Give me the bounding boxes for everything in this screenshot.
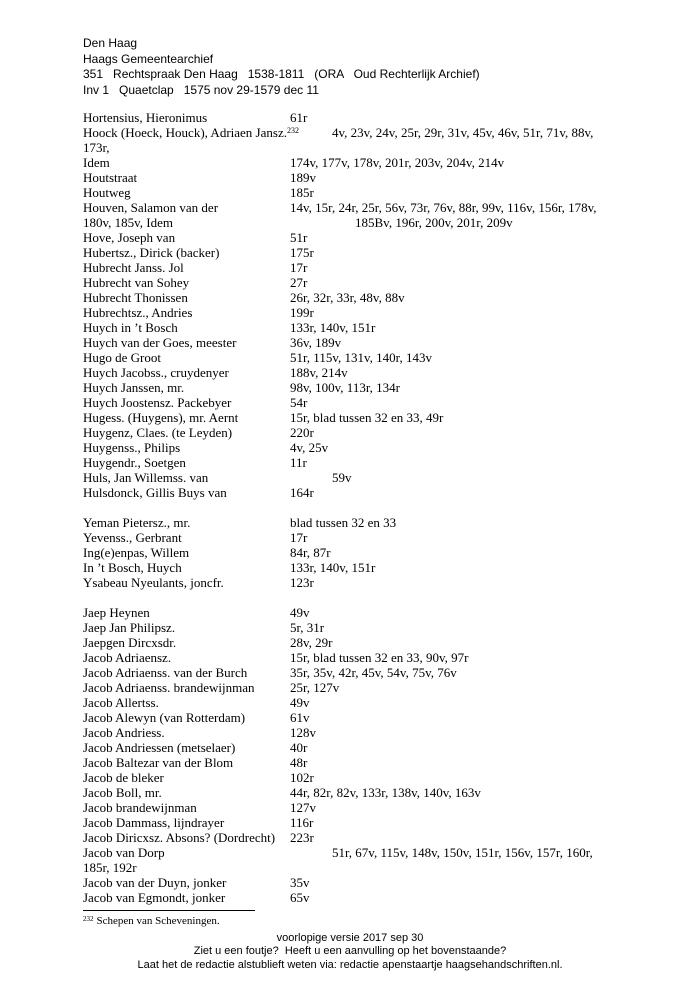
entry-name-text: Jacob Baltezar van der Blom bbox=[83, 755, 234, 770]
entry-name bbox=[83, 215, 173, 230]
index-row bbox=[83, 875, 693, 890]
entry-name-text: Huych in ’t Bosch bbox=[83, 320, 178, 335]
entry-name bbox=[83, 575, 224, 590]
entry-name-text: Huych Jacobss., cruydenyer bbox=[83, 365, 229, 380]
index-row bbox=[83, 545, 693, 560]
entry-refs: 48r bbox=[290, 755, 308, 770]
index-row bbox=[83, 110, 693, 125]
entry-name bbox=[83, 680, 254, 695]
entry-name-text: Jacob Alewyn (van Rotterdam) bbox=[83, 710, 246, 725]
entry-name bbox=[83, 410, 238, 425]
header-line: Haags Gemeentearchief bbox=[83, 51, 214, 66]
entry-name-text: Hugo de Groot bbox=[83, 350, 161, 365]
entry-refs: 189v bbox=[290, 170, 316, 185]
index-row bbox=[83, 215, 693, 230]
index-row bbox=[83, 425, 693, 440]
entry-name bbox=[83, 890, 225, 905]
entry-name-text: Hubrecht Thonissen bbox=[83, 290, 188, 305]
entry-name-text: Jacob van Egmondt, jonker bbox=[83, 890, 226, 905]
footnote-text: Schepen van Scheveningen. bbox=[96, 915, 220, 927]
entry-name bbox=[83, 695, 159, 710]
index-row bbox=[83, 515, 693, 530]
entry-name bbox=[83, 485, 227, 500]
entry-name bbox=[83, 185, 131, 200]
entry-refs: blad tussen 32 en 33 bbox=[290, 515, 397, 530]
entry-refs: 17r bbox=[290, 260, 308, 275]
entry-name-text: Jacob Boll, mr. bbox=[83, 785, 162, 800]
entry-name-text: Jacob Adriaenss. brandewijnman bbox=[83, 680, 255, 695]
index-row bbox=[83, 680, 693, 695]
footnote-separator bbox=[83, 910, 255, 911]
entry-refs: 27r bbox=[290, 275, 308, 290]
index-row bbox=[83, 845, 693, 860]
entry-refs: 220r bbox=[290, 425, 314, 440]
page-footer bbox=[0, 932, 700, 972]
index-row bbox=[83, 260, 693, 275]
entry-name-text: Hubrechtsz., Andries bbox=[83, 305, 193, 320]
entry-name-text: 180v, 185v, Idem bbox=[83, 215, 174, 230]
entry-name bbox=[83, 665, 247, 680]
index-row bbox=[83, 560, 693, 575]
index-row bbox=[83, 815, 693, 830]
entry-refs: 17r bbox=[290, 530, 308, 545]
index-row bbox=[83, 200, 693, 215]
entry-name-text: Idem bbox=[83, 155, 110, 170]
entry-name-text: Huygenss., Philips bbox=[83, 440, 181, 455]
entry-name bbox=[83, 140, 110, 155]
entry-name-text: Jaep Heynen bbox=[83, 605, 150, 620]
entry-refs: 28v, 29r bbox=[290, 635, 333, 650]
footer-line: voorlopige versie 2017 sep 30 bbox=[276, 932, 424, 944]
footer-line: Laat het de redactie alstublieft weten via: redactie apenstaartje haagsehandschriften.nl. bbox=[137, 958, 563, 971]
entry-name bbox=[83, 515, 190, 530]
index-row bbox=[83, 305, 693, 320]
entry-name bbox=[83, 725, 165, 740]
index-row bbox=[83, 350, 693, 365]
entry-name bbox=[83, 710, 245, 725]
entry-name-text: Hortensius, Hieronimus bbox=[83, 110, 208, 125]
entry-name-text: Huych van der Goes, meester bbox=[83, 335, 237, 350]
index-row bbox=[83, 635, 693, 650]
index-row bbox=[83, 800, 693, 815]
entry-name-text: Hulsdonck, Gillis Buys van bbox=[83, 485, 227, 500]
entry-refs: 11r bbox=[290, 455, 307, 470]
entry-name-text: Ysabeau Nyeulants, joncfr. bbox=[83, 575, 224, 590]
entry-name bbox=[83, 350, 161, 365]
document-header bbox=[83, 36, 480, 98]
entry-refs: 65v bbox=[290, 890, 310, 905]
index-row bbox=[83, 785, 693, 800]
entry-name bbox=[83, 275, 189, 290]
entry-name bbox=[83, 365, 229, 380]
entry-refs: 44r, 82r, 82v, 133r, 138v, 140v, 163v bbox=[290, 785, 481, 800]
entry-name-text: Huych Janssen, mr. bbox=[83, 380, 185, 395]
entry-name bbox=[83, 875, 226, 890]
entry-refs: 26r, 32r, 33r, 48v, 88v bbox=[290, 290, 405, 305]
header-line: 351 Rechtspraak Den Haag 1538-1811 (ORA Oud Rechterlijk Archief) bbox=[83, 67, 480, 81]
entry-name-text: Yevenss., Gerbrant bbox=[83, 530, 182, 545]
entry-name bbox=[83, 455, 186, 470]
entry-refs: 61v bbox=[290, 710, 310, 725]
footer-line: Ziet u een foutje? Heeft u een aanvulling op het bovenstaande? bbox=[193, 945, 507, 958]
entry-refs: 14v, 15r, 24r, 25r, 56v, 73r, 76v, 88r, 99v, 116v, 156r, 178v, bbox=[290, 200, 597, 215]
entry-name-text: Hugess. (Huygens), mr. Aernt bbox=[83, 410, 239, 425]
entry-name bbox=[83, 200, 218, 215]
entry-name bbox=[83, 290, 188, 305]
entry-name bbox=[83, 380, 184, 395]
entry-refs: 175r bbox=[290, 245, 314, 260]
entry-name-text: Hubrecht Janss. Jol bbox=[83, 260, 184, 275]
entry-refs: 51r, 115v, 131v, 140r, 143v bbox=[290, 350, 432, 365]
entry-name bbox=[83, 650, 171, 665]
entry-refs: 35r, 35v, 42r, 45v, 54v, 75v, 76v bbox=[290, 665, 457, 680]
entry-refs: 164r bbox=[290, 485, 314, 500]
entry-name-text: Jacob Andriessen (metselaer) bbox=[83, 740, 236, 755]
entry-name bbox=[83, 545, 189, 560]
entry-refs: 199r bbox=[290, 305, 314, 320]
footnote bbox=[83, 915, 220, 928]
index-row bbox=[83, 440, 693, 455]
entry-name-text: Jacob Allertss. bbox=[83, 695, 159, 710]
index-row bbox=[83, 395, 693, 410]
footnote-marker: 232 bbox=[83, 915, 94, 923]
entry-refs: 185Bv, 196r, 200v, 201r, 209v bbox=[355, 215, 513, 230]
index-row bbox=[83, 275, 693, 290]
entry-name-text: Hove, Joseph van bbox=[83, 230, 176, 245]
entry-name bbox=[83, 635, 176, 650]
entry-refs: 188v, 214v bbox=[290, 365, 348, 380]
index-row bbox=[83, 650, 693, 665]
entry-name bbox=[83, 170, 137, 185]
entry-name bbox=[83, 260, 184, 275]
entry-refs: 174v, 177v, 178v, 201r, 203v, 204v, 214v bbox=[290, 155, 505, 170]
entry-name-text: Hubrecht van Sohey bbox=[83, 275, 190, 290]
index-row bbox=[83, 365, 693, 380]
entry-name-text: Jaep Jan Philipsz. bbox=[83, 620, 176, 635]
entry-refs: 15r, blad tussen 32 en 33, 90v, 97r bbox=[290, 650, 469, 665]
entry-refs: 98v, 100v, 113r, 134r bbox=[290, 380, 400, 395]
entry-name-text: Jacob van Dorp bbox=[83, 845, 165, 860]
entry-name-text: Jacob Adriaenss. van der Burch bbox=[83, 665, 248, 680]
entry-name bbox=[83, 860, 137, 875]
entry-name-text: Jacob Adriaensz. bbox=[83, 650, 172, 665]
entry-name bbox=[83, 470, 208, 485]
entry-refs: 36v, 189v bbox=[290, 335, 342, 350]
entry-name bbox=[83, 110, 207, 125]
entry-refs: 61r bbox=[290, 110, 308, 125]
entry-refs: 4v, 23v, 24v, 25r, 29r, 31v, 45v, 46v, 51r, 71v, 88v, bbox=[332, 125, 594, 140]
index-row bbox=[83, 530, 693, 545]
entry-refs: 51r, 67v, 115v, 148v, 150v, 151r, 156v, 157r, 160r, bbox=[332, 845, 593, 860]
entry-name bbox=[83, 785, 162, 800]
entry-refs: 4v, 25v bbox=[290, 440, 329, 455]
index-row bbox=[83, 620, 693, 635]
entry-name bbox=[83, 620, 175, 635]
entry-name bbox=[83, 845, 165, 860]
index-row bbox=[83, 725, 693, 740]
entry-name-text: Jacob Andriess. bbox=[83, 725, 165, 740]
entry-refs: 51r bbox=[290, 230, 308, 245]
index-row bbox=[83, 860, 693, 875]
entry-name bbox=[83, 605, 150, 620]
index-row bbox=[83, 665, 693, 680]
entry-name bbox=[83, 740, 235, 755]
index-row bbox=[83, 185, 693, 200]
entry-name-text: Jacob Dammass, lijndrayer bbox=[83, 815, 225, 830]
entry-refs: 5r, 31r bbox=[290, 620, 325, 635]
entry-name-text: Huygenz, Claes. (te Leyden) bbox=[83, 425, 233, 440]
index-row bbox=[83, 770, 693, 785]
index-row bbox=[83, 410, 693, 425]
entry-name bbox=[83, 425, 232, 440]
index-row bbox=[83, 575, 693, 590]
index-row bbox=[83, 470, 693, 485]
entry-name bbox=[83, 395, 231, 410]
header-line: Den Haag bbox=[83, 36, 138, 50]
index-row-blank bbox=[83, 500, 693, 515]
entry-name-text: In ’t Bosch, Huych bbox=[83, 560, 182, 575]
index-row bbox=[83, 485, 693, 500]
entry-footnote-ref: 232 bbox=[286, 126, 299, 135]
entry-name bbox=[83, 800, 197, 815]
entry-name bbox=[83, 770, 164, 785]
entry-name bbox=[83, 830, 275, 845]
index-row bbox=[83, 890, 693, 905]
index-row bbox=[83, 245, 693, 260]
entry-name bbox=[83, 125, 299, 140]
entry-refs: 116r bbox=[290, 815, 314, 830]
entry-refs: 127v bbox=[290, 800, 316, 815]
entry-name-text: Jacob van der Duyn, jonker bbox=[83, 875, 227, 890]
entry-refs: 128v bbox=[290, 725, 316, 740]
entry-name-text: Ing(e)enpas, Willem bbox=[83, 545, 190, 560]
entry-refs: 54r bbox=[290, 395, 308, 410]
index-row bbox=[83, 170, 693, 185]
entry-name-text: Huls, Jan Willemss. van bbox=[83, 470, 209, 485]
index-row bbox=[83, 605, 693, 620]
entry-name-text: Huygendr., Soetgen bbox=[83, 455, 186, 470]
entry-name-text: Houven, Salamon van der bbox=[83, 200, 219, 215]
entry-name-text: 173r, bbox=[83, 140, 110, 155]
entry-name bbox=[83, 335, 236, 350]
entry-refs: 35v bbox=[290, 875, 310, 890]
entry-refs: 49v bbox=[290, 605, 310, 620]
entry-refs: 133r, 140v, 151r bbox=[290, 560, 376, 575]
entry-name bbox=[83, 320, 178, 335]
entry-refs: 59v bbox=[332, 470, 352, 485]
entry-name-text: Jacob de bleker bbox=[83, 770, 164, 785]
index-row bbox=[83, 740, 693, 755]
entry-name-text: Huych Joostensz. Packebyer bbox=[83, 395, 232, 410]
entry-name-text: Jacob brandewijnman bbox=[83, 800, 197, 815]
index-list bbox=[83, 110, 693, 905]
entry-name bbox=[83, 230, 175, 245]
entry-name bbox=[83, 755, 233, 770]
entry-name bbox=[83, 245, 219, 260]
index-row bbox=[83, 695, 693, 710]
entry-name-text: Hoock (Hoeck, Houck), Adriaen Jansz. bbox=[83, 125, 287, 140]
entry-name bbox=[83, 440, 180, 455]
index-row bbox=[83, 140, 693, 155]
index-row bbox=[83, 380, 693, 395]
entry-refs: 133r, 140v, 151r bbox=[290, 320, 376, 335]
entry-name-text: Jaepgen Dircxsdr. bbox=[83, 635, 177, 650]
entry-name bbox=[83, 560, 182, 575]
index-row bbox=[83, 755, 693, 770]
header-line: Inv 1 Quaetclap 1575 nov 29-1579 dec 11 bbox=[83, 82, 319, 97]
index-row-blank bbox=[83, 590, 693, 605]
entry-name bbox=[83, 815, 224, 830]
entry-name-text: Yeman Pietersz., mr. bbox=[83, 515, 191, 530]
entry-name-text: Houtweg bbox=[83, 185, 131, 200]
index-row bbox=[83, 320, 693, 335]
entry-name-text: Houtstraat bbox=[83, 170, 138, 185]
entry-name bbox=[83, 530, 182, 545]
entry-refs: 185r bbox=[290, 185, 314, 200]
index-row bbox=[83, 155, 693, 170]
entry-name bbox=[83, 155, 110, 170]
index-row bbox=[83, 710, 693, 725]
entry-refs: 49v bbox=[290, 695, 310, 710]
entry-refs: 15r, blad tussen 32 en 33, 49r bbox=[290, 410, 444, 425]
entry-refs: 102r bbox=[290, 770, 314, 785]
entry-refs: 123r bbox=[290, 575, 314, 590]
index-row bbox=[83, 230, 693, 245]
entry-refs: 84r, 87r bbox=[290, 545, 331, 560]
entry-refs: 40r bbox=[290, 740, 308, 755]
entry-name-text: Jacob Diricxsz. Absons? (Dordrecht) bbox=[83, 830, 276, 845]
entry-refs: 25r, 127v bbox=[290, 680, 340, 695]
entry-name-text: 185r, 192r bbox=[83, 860, 137, 875]
index-row bbox=[83, 830, 693, 845]
index-row bbox=[83, 455, 693, 470]
index-row bbox=[83, 335, 693, 350]
entry-name-text: Hubertsz., Dirick (backer) bbox=[83, 245, 220, 260]
entry-name bbox=[83, 305, 192, 320]
index-row bbox=[83, 125, 693, 140]
entry-refs: 223r bbox=[290, 830, 314, 845]
index-row bbox=[83, 290, 693, 305]
